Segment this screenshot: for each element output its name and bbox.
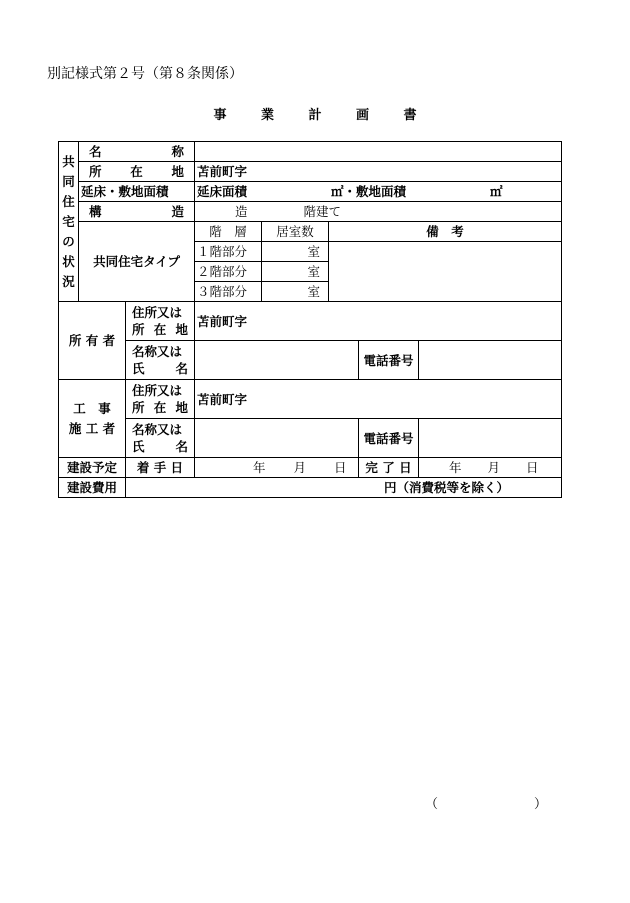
name-value[interactable] — [195, 142, 562, 162]
col-notes-header: 備 考 — [329, 222, 562, 242]
contractor-address-label: 住所又は 所 在 地 — [126, 380, 195, 419]
contractor-name-label: 名称又は 氏 名 — [126, 419, 195, 458]
structure-label: 構 造 — [79, 202, 195, 222]
row-cost — [59, 478, 562, 498]
row-area — [59, 182, 562, 202]
end-date-value[interactable]: 年 月 日 — [419, 458, 562, 478]
area-unit-1: ㎡・敷地面積 — [331, 184, 407, 199]
structure-value[interactable] — [195, 202, 562, 222]
structure-type-unit: 造 — [235, 204, 248, 219]
floor-area-label: 延床面積 — [197, 184, 248, 199]
area-label: 延床・敷地面積 — [79, 182, 195, 202]
row-schedule — [59, 458, 562, 478]
floor-2-label: ２階部分 — [195, 262, 262, 282]
owner-address-value[interactable]: 苫前町字 — [195, 302, 562, 341]
cost-value[interactable] — [126, 478, 562, 498]
contractor-phone-label: 電話番号 — [359, 419, 419, 458]
housing-notes-value[interactable] — [329, 242, 562, 302]
owner-address-label: 住所又は 所 在 地 — [126, 302, 195, 341]
housing-type-label: 共同住宅タイプ — [79, 222, 195, 302]
floor-1-label: １階部分 — [195, 242, 262, 262]
owner-phone-label: 電話番号 — [359, 341, 419, 380]
start-date-label: 着 手 日 — [126, 458, 195, 478]
contractor-phone-value[interactable] — [419, 419, 562, 458]
location-value[interactable]: 苫前町字 — [195, 162, 562, 182]
location-label: 所 在 地 — [79, 162, 195, 182]
floor-1-rooms[interactable]: 室 — [262, 242, 329, 262]
owner-label: 所 有 者 — [59, 302, 126, 380]
housing-section-label: 共 同 住 宅 の 状 況 — [59, 142, 79, 302]
end-date-label: 完 了 日 — [359, 458, 419, 478]
cost-label: 建設費用 — [59, 478, 126, 498]
business-plan-table — [58, 141, 562, 498]
row-name — [59, 142, 562, 162]
row-owner-name — [59, 341, 562, 380]
cost-suffix: 円（消費税等を除く） — [384, 480, 510, 495]
footer-parenthetical — [425, 793, 547, 812]
owner-name-label: 名称又は 氏 名 — [126, 341, 195, 380]
floor-3-label: ３階部分 — [195, 282, 262, 302]
floor-3-rooms[interactable]: 室 — [262, 282, 329, 302]
structure-floors-unit: 階建て — [303, 204, 342, 219]
name-label: 名 称 — [79, 142, 195, 162]
row-housing-type-header — [59, 222, 562, 242]
paren-close: ） — [533, 797, 547, 812]
contractor-name-value[interactable] — [195, 419, 359, 458]
start-date-value[interactable]: 年 月 日 — [195, 458, 359, 478]
row-contractor-name — [59, 419, 562, 458]
row-location — [59, 162, 562, 182]
document-title: 事 業 計 画 書 — [213, 108, 432, 123]
col-rooms-header: 居室数 — [262, 222, 329, 242]
owner-phone-value[interactable] — [419, 341, 562, 380]
area-unit-2: ㎡ — [490, 184, 503, 199]
paren-open: （ — [425, 797, 439, 812]
row-owner-address — [59, 302, 562, 341]
schedule-label: 建設予定 — [59, 458, 126, 478]
owner-name-value[interactable] — [195, 341, 359, 380]
col-floor-header: 階 層 — [195, 222, 262, 242]
row-structure — [59, 202, 562, 222]
row-contractor-address — [59, 380, 562, 419]
form-reference: 別記様式第２号（第８条関係） — [47, 66, 243, 82]
area-value[interactable] — [195, 182, 562, 202]
floor-2-rooms[interactable]: 室 — [262, 262, 329, 282]
contractor-address-value[interactable]: 苫前町字 — [195, 380, 562, 419]
contractor-label: 工 事 施 工 者 — [59, 380, 126, 458]
